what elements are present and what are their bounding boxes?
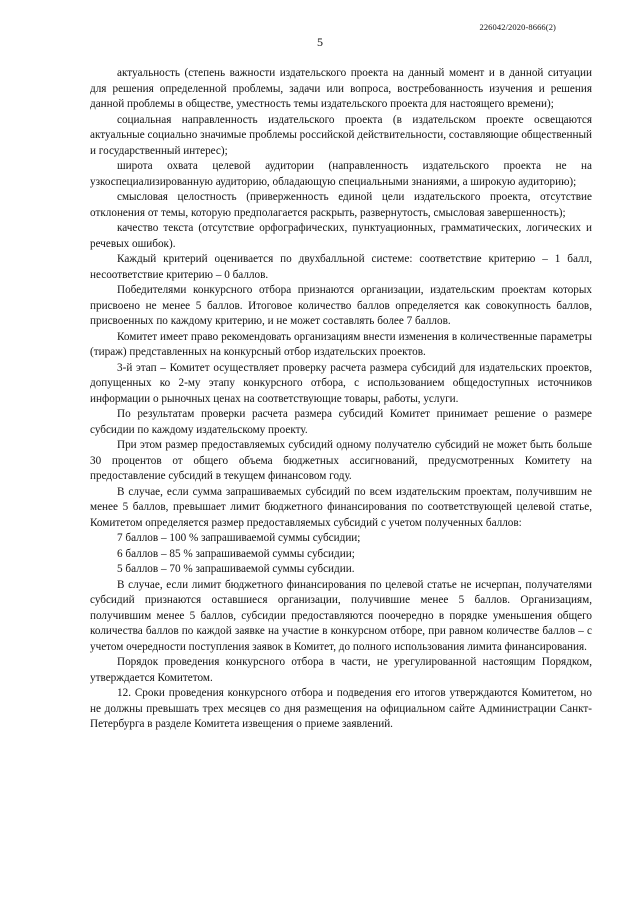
paragraph: Порядок проведения конкурсного отбора в части, не урегулированной настоящим Порядком, утверждается Комитетом. xyxy=(90,656,592,684)
paragraph: Победителями конкурсного отбора признаются организации, издательским проектам которых присвоено не менее 5 баллов. Итоговое количество баллов определяется как совокупность баллов, присвоенных по каждому критерию, и не может составлять более 7 баллов. xyxy=(90,284,592,327)
list-item: 6 баллов – 85 % запрашиваемой суммы субсидии; xyxy=(117,547,355,560)
paragraph: актуальность (степень важности издательского проекта на данный момент и в данной ситуации для решения определенной проблемы, задачи или вопроса, востребованность изучения и решения данной проблемы в обществе, уместность темы издательского проекта для настоящего времени); xyxy=(90,67,592,110)
paragraph: В случае, если лимит бюджетного финансирования по целевой статье не исчерпан, получателями субсидий признаются оставшиеся организации, получившие менее 5 баллов. Организациям, получившим менее 5 баллов, субсидии предоставляются поочередно в порядке уменьшения общего количества баллов по каждой заявке на участие в конкурсном отборе, при равном количестве баллов – с учетом очередности поступления заявок в Комитет, до полного использования лимита финансирования. xyxy=(90,578,592,653)
paragraph: 12. Сроки проведения конкурсного отбора и подведения его итогов утверждаются Комитетом, но не должны превышать трех месяцев со дня размещения на официальном сайте Администрации Санкт-Петербурга в разделе Комитета извещения о приеме заявлений. xyxy=(90,687,592,730)
paragraph: качество текста (отсутствие орфографических, пунктуационных, грамматических, логических и речевых ошибок). xyxy=(90,222,592,250)
paragraph: В случае, если сумма запрашиваемых субсидий по всем издательским проектам, получившим не менее 5 баллов, превышает лимит бюджетного финансирования по соответствующей целевой статье, Комитетом определяется размер предоставляемых субсидий с учетом полученных баллов: xyxy=(90,485,592,529)
document-code: 226042/2020-8666(2) xyxy=(479,22,556,32)
list-item: 5 баллов – 70 % запрашиваемой суммы субсидии. xyxy=(117,563,355,575)
paragraph: 3-й этап – Комитет осуществляет проверку расчета размера субсидий для издательских проектов, допущенных ко 2-му этапу конкурсного отбора, с использованием общедоступных источников информации о рыночных ценах на соответствующие товары, работы, услуги. xyxy=(90,361,592,405)
paragraph: широта охвата целевой аудитории (направленность издательского проекта не на узкоспециализированную аудиторию, обладающую специальными знаниями, а широкую аудиторию); xyxy=(90,160,592,188)
list-item: 7 баллов – 100 % запрашиваемой суммы субсидии; xyxy=(117,532,361,544)
paragraph: При этом размер предоставляемых субсидий одному получателю субсидий не может быть больше 30 процентов от общего объема бюджетных ассигнований, предусмотренных Комитету на предоставление субсидий в текущем финансовом году. xyxy=(90,439,592,482)
document-body xyxy=(90,66,592,733)
paragraph: Комитет имеет право рекомендовать организациям внести изменения в количественные параметры (тираж) представленных на конкурсный отбор издательских проектов. xyxy=(90,330,592,358)
paragraph: По результатам проверки расчета размера субсидий Комитет принимает решение о размере субсидии по каждому издательскому проекту. xyxy=(90,408,592,436)
page-number: 5 xyxy=(317,35,323,49)
paragraph: Каждый критерий оценивается по двухбалльной системе: соответствие критерию – 1 балл, несоответствие критерию – 0 баллов. xyxy=(90,253,592,281)
paragraph: социальная направленность издательского проекта (в издательском проекте освещаются актуальные социально значимые проблемы российской действительности, составляющие общественный и государственный интерес); xyxy=(90,113,592,157)
paragraph: смысловая целостность (приверженность единой цели издательского проекта, отсутствие отклонения от темы, которую предполагается раскрыть, развернутость, смысловая завершенность); xyxy=(90,191,592,219)
